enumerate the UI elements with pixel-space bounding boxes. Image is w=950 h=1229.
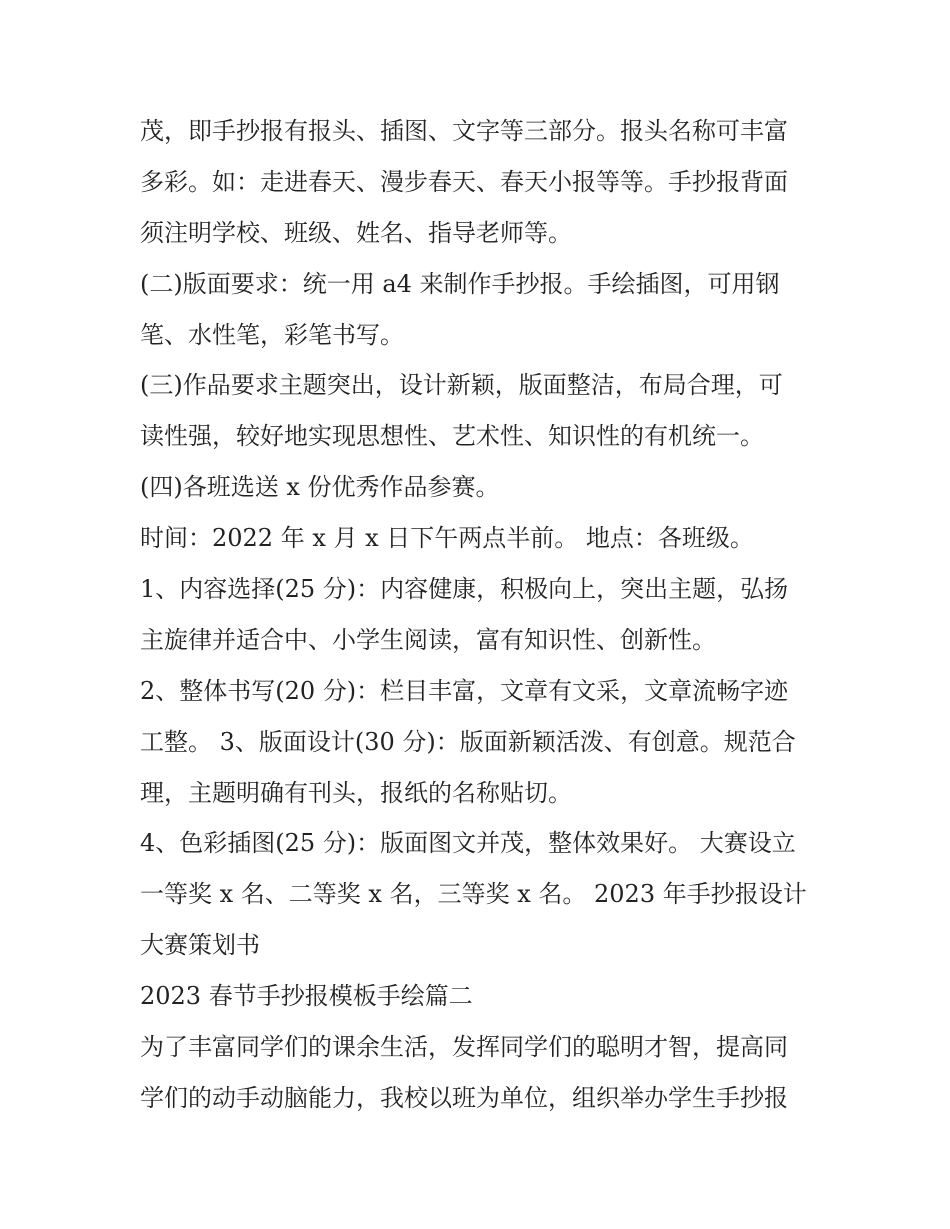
text-line: (四)各班选送 x 份优秀作品参赛。	[140, 473, 500, 502]
text-line: 主旋律并适合中、小学生阅读，富有知识性、创新性。	[140, 625, 716, 654]
text-line: 工整。 3、版面设计(30 分)：版面新颖活泼、有创意。规范合	[140, 727, 796, 756]
text-line: 一等奖 x 名、二等奖 x 名，三等奖 x 名。 2023 年手抄报设计	[140, 880, 807, 909]
text-line: (三)作品要求主题突出，设计新颖，版面整洁，布局合理，可	[140, 371, 783, 400]
text-line: 读性强，较好地实现思想性、艺术性、知识性的有机统一。	[140, 422, 764, 451]
text-line: 为了丰富同学们的课余生活，发挥同学们的聪明才智，提高同	[140, 1033, 788, 1062]
text-line: 2、整体书写(20 分)：栏目丰富，文章有文采，文章流畅字迹	[140, 676, 789, 705]
text-line: 1、内容选择(25 分)：内容健康，积极向上，突出主题，弘扬	[140, 575, 789, 604]
text-line: 时间：2022 年 x 月 x 日下午两点半前。 地点：各班级。	[140, 524, 754, 553]
text-line: 理，主题明确有刊头，报纸的名称贴切。	[140, 778, 572, 807]
section-title: 2023 春节手抄报模板手绘篇二	[140, 982, 473, 1011]
text-line: 4、色彩插图(25 分)：版面图文并茂，整体效果好。 大赛设立	[140, 829, 796, 858]
text-line: 大赛策划书	[140, 931, 260, 960]
text-line: 笔、水性笔，彩笔书写。	[140, 320, 404, 349]
text-line: (二)版面要求：统一用 a4 来制作手抄报。手绘插图，可用钢	[140, 269, 780, 298]
text-line: 学们的动手动脑能力，我校以班为单位，组织举办学生手抄报	[140, 1083, 788, 1112]
text-line: 多彩。如：走进春天、漫步春天、春天小报等等。手抄报背面	[140, 167, 788, 196]
document-body	[140, 106, 820, 1124]
text-line: 茂，即手抄报有报头、插图、文字等三部分。报头名称可丰富	[140, 117, 788, 145]
text-line: 须注明学校、班级、姓名、指导老师等。	[140, 218, 572, 247]
